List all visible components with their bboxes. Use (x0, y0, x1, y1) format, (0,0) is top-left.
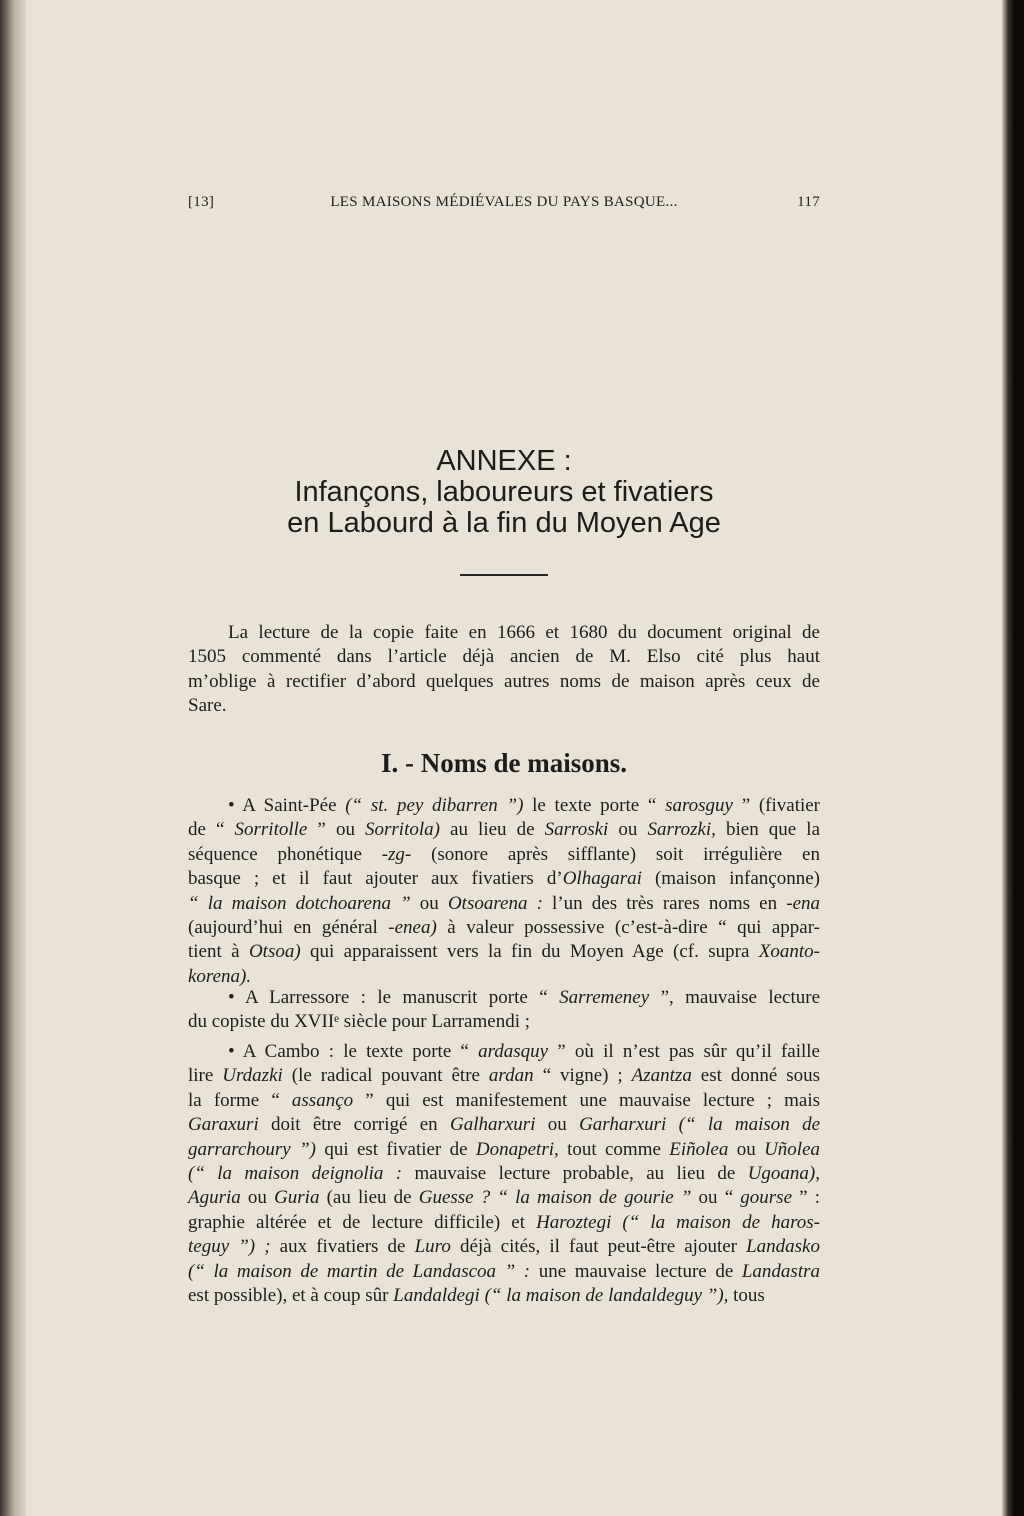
text: • A Cambo : le texte porte “ (228, 1041, 479, 1062)
text-line (188, 621, 820, 645)
italic-text: Galharxuri (449, 1114, 536, 1136)
text: ou (608, 819, 648, 841)
text-line (188, 892, 820, 916)
italic-text: assanço (291, 1089, 354, 1111)
italic-text: Eiñolea (669, 1138, 729, 1160)
italic-text: Olhagarai (562, 868, 642, 890)
text: (maison infançonne) (641, 868, 820, 890)
italic-text: Sarrozki, (647, 819, 716, 841)
text: (aujourd’hui en général (188, 916, 389, 938)
annex-title-line: en Labourd à la fin du Moyen Age (287, 507, 721, 539)
italic-text: Landaldegi (“ la maison de landaldeguy ”), (393, 1284, 729, 1306)
paragraph-larressore (188, 986, 820, 1035)
text: une mauvaise lecture de (530, 1260, 742, 1282)
text-line (188, 818, 820, 842)
italic-text: Donapetri, (475, 1138, 559, 1160)
italic-text: Garaxuri (188, 1114, 259, 1136)
text: “ vigne) ; (533, 1065, 632, 1087)
italic-text: Guesse ? “ la maison de gourie ” (418, 1187, 692, 1209)
italic-text: Aguria (188, 1187, 241, 1209)
text: l’un des très rares noms en (542, 892, 787, 914)
text: bien que la (715, 819, 821, 841)
text: Sare. (188, 695, 227, 717)
text: (sonore après sifflante) soit irrégulière en (411, 843, 820, 865)
italic-text: (“ st. pey dibarren ”) (345, 795, 524, 816)
italic-text: Xoanto- (758, 941, 820, 963)
text: au lieu de (439, 819, 545, 841)
text-line (188, 1089, 820, 1113)
text: (le radical pouvant être (282, 1065, 489, 1087)
text: doit être corrigé en (258, 1114, 450, 1136)
italic-text: “ la maison dotchoarena ” (188, 892, 411, 914)
italic-text: teguy ”) ; (188, 1236, 271, 1258)
italic-text: Luro (414, 1236, 451, 1258)
text: ” qui est manifestement une mauvaise lecture ; mais (353, 1089, 820, 1111)
text: • A Larressore : le manuscrit porte “ (228, 987, 560, 1008)
text: ou (535, 1114, 580, 1136)
text: ou (728, 1138, 765, 1160)
italic-text: Sarroski (544, 819, 609, 841)
text-line (188, 1284, 820, 1308)
italic-text: -zg- (381, 843, 412, 865)
italic-text: Guria (274, 1187, 320, 1209)
italic-text: ardan (488, 1065, 534, 1087)
text: la forme “ (188, 1089, 292, 1111)
italic-text: Landastra (741, 1260, 820, 1282)
annex-title-line: ANNEXE : (436, 445, 572, 477)
page-number: 117 (797, 194, 820, 210)
italic-text: Azantza (631, 1065, 692, 1087)
text: 1505 commenté dans l’article déjà ancien de M. Elso cité plus haut (188, 646, 820, 668)
italic-text: Landasko (746, 1236, 820, 1258)
italic-text: -enea) (388, 916, 437, 938)
text: tout comme (558, 1138, 670, 1160)
text-line (188, 916, 820, 940)
text-line (188, 1040, 820, 1064)
italic-text: ardasquy (478, 1041, 549, 1062)
text: ou (240, 1187, 275, 1209)
italic-text: Haroztegi (“ la maison de haros- (536, 1211, 820, 1233)
text-line (188, 1235, 820, 1259)
italic-text: garrarchoury ”) (188, 1138, 316, 1160)
text-line (188, 1064, 820, 1088)
text: le texte porte “ (523, 795, 666, 816)
header-chapter-number: [13] (188, 194, 215, 210)
text: séquence phonétique (188, 843, 382, 865)
text-line (188, 1162, 820, 1186)
text: est possible), et à coup sûr (188, 1284, 394, 1306)
running-header (188, 194, 820, 214)
text-line (188, 1113, 820, 1137)
italic-text: (“ la maison deignolia : (188, 1162, 403, 1184)
text: à valeur possessive (c’est-à-dire “ qui appar- (436, 916, 820, 938)
annex-title (188, 446, 820, 539)
text: est donné sous (691, 1065, 820, 1087)
text: graphie altérée et de lecture difficile) et (188, 1211, 537, 1233)
text-line (188, 1211, 820, 1235)
italic-text: Garharxuri (“ la maison de (579, 1114, 821, 1136)
italic-text: Otsoarena : (447, 892, 543, 914)
title-divider (460, 574, 548, 576)
header-title: LES MAISONS MÉDIÉVALES DU PAYS BASQUE... (330, 194, 678, 210)
text: de “ (188, 819, 235, 841)
section-heading: I. - Noms de maisons. (380, 748, 628, 778)
text: m’oblige à rectifier d’abord quelques autres noms de maison après ceux de (188, 670, 820, 692)
text-line (188, 645, 820, 669)
text-line (188, 670, 820, 694)
text: • A Saint-Pée (228, 795, 346, 816)
text: ou (410, 892, 448, 914)
text: ” (fivatier (732, 795, 821, 816)
italic-text: Ugoana), (747, 1162, 820, 1184)
text: déjà cités, il faut peut-être ajouter (450, 1236, 747, 1258)
text: qui apparaissent vers la fin du Moyen Age (cf. supra (300, 941, 759, 963)
text: tient à (188, 941, 249, 963)
text-line (188, 843, 820, 867)
text: aux fivatiers de (270, 1236, 415, 1258)
text-line (188, 1138, 820, 1162)
text-line (188, 1010, 820, 1034)
italic-text: gourse (740, 1187, 793, 1209)
text: ” où il n’est pas sûr qu’il faille (548, 1041, 820, 1062)
paragraph-cambo (188, 1040, 820, 1308)
text: (au lieu de (319, 1187, 419, 1209)
text: ” ou (307, 819, 366, 841)
text: du copiste du XVIIᵉ siècle pour Larramendi ; (188, 1011, 531, 1033)
text: mauvaise lecture probable, au lieu de (402, 1162, 748, 1184)
text-line (188, 1260, 820, 1284)
text-line (188, 986, 820, 1010)
italic-text: -ena (786, 892, 821, 914)
text-line (188, 694, 820, 718)
italic-text: Otsoa) (248, 941, 301, 963)
text-line (188, 794, 820, 818)
text-line (188, 1186, 820, 1210)
italic-text: Sorritolle (234, 819, 308, 841)
annex-title-line: Infançons, laboureurs et fivatiers (294, 476, 714, 508)
italic-text: Sorritola) (365, 819, 440, 841)
italic-text: sarosguy (665, 795, 733, 816)
page-edge (1002, 0, 1024, 1516)
italic-text: Urdazki (222, 1065, 283, 1087)
italic-text: Uñolea (764, 1138, 820, 1160)
italic-text: Sarremeney (559, 987, 650, 1008)
text: ” : (792, 1187, 821, 1209)
book-gutter (0, 0, 26, 1516)
text-line (188, 940, 820, 964)
italic-text: (“ la maison de martin de Landascoa ” : (188, 1260, 531, 1282)
text: qui est fivatier de (315, 1138, 476, 1160)
text: basque ; et il faut ajouter aux fivatiers d’ (188, 868, 563, 890)
text: ”, mauvaise lecture (649, 987, 820, 1008)
paragraph-saint-pee (188, 794, 820, 989)
intro-paragraph (188, 621, 820, 719)
text: tous (728, 1284, 765, 1306)
text: ou “ (691, 1187, 741, 1209)
text: La lecture de la copie faite en 1666 et 1680 du document original de (228, 622, 820, 643)
text: lire (188, 1065, 223, 1087)
italic-text: korena). (188, 965, 252, 987)
text-line (188, 867, 820, 891)
